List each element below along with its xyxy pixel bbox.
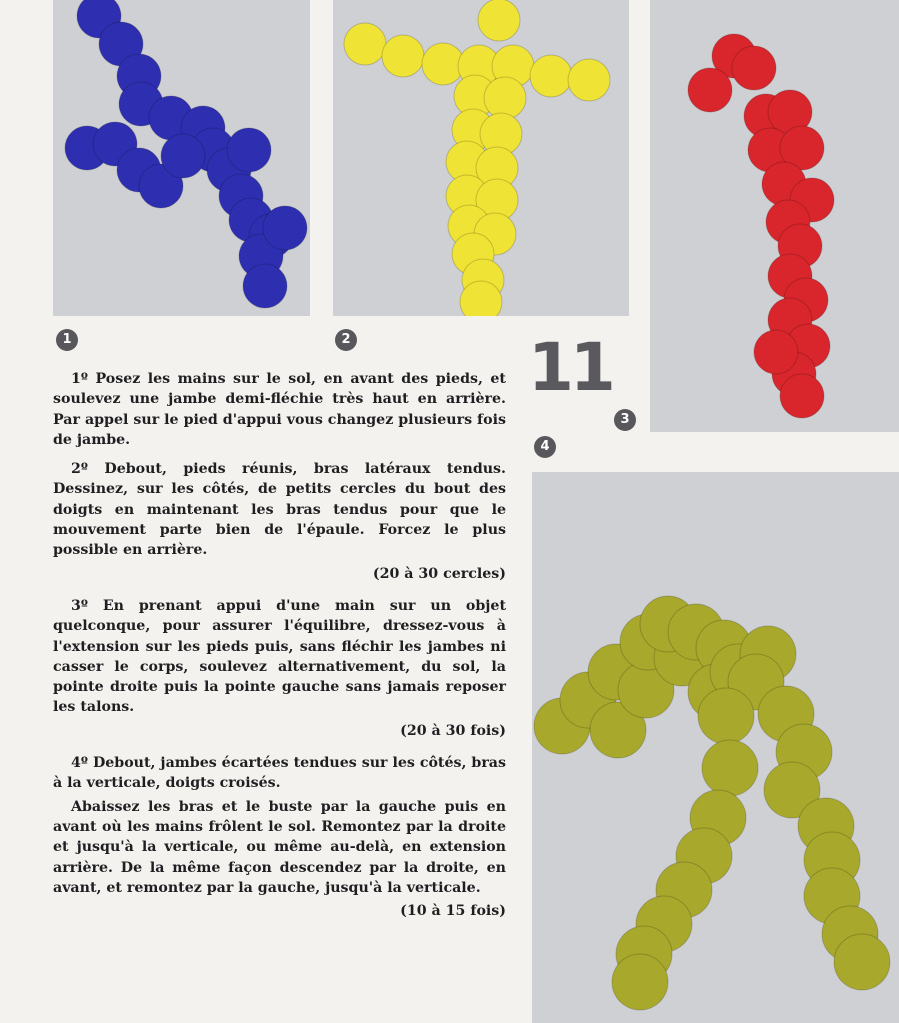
disc xyxy=(478,0,520,41)
disc xyxy=(382,35,424,77)
exercise-1 xyxy=(53,369,506,450)
disc xyxy=(227,128,271,172)
figure-2-disc-figure xyxy=(333,0,629,316)
figure-3-disc-figure xyxy=(650,0,899,432)
exercise-2 xyxy=(53,459,506,584)
figure-3-panel xyxy=(650,0,899,432)
figure-1-panel xyxy=(53,0,310,316)
disc xyxy=(161,134,205,178)
exercise-3-text: 3º En prenant appui d'une main sur un objet quelconque, pour assurer l'équilibre, dressez-vous à l'extension sur les pieds puis, sans fléchir les jambes ni casser le corps, soulevez alternativement, du sol, la pointe droite puis la pointe gauche sans jamais reposer les talons. xyxy=(53,597,506,716)
disc xyxy=(530,55,572,97)
figure-3-number: 3 xyxy=(614,409,636,431)
figure-1-disc-figure xyxy=(53,0,310,316)
exercise-3-count: (20 à 30 fois) xyxy=(400,722,506,739)
figure-4-number: 4 xyxy=(534,436,556,458)
disc xyxy=(344,23,386,65)
page-number: 11 xyxy=(528,329,612,406)
disc xyxy=(780,374,824,418)
disc xyxy=(834,934,890,990)
exercise-2-count: (20 à 30 cercles) xyxy=(372,565,506,582)
exercise-3 xyxy=(53,596,506,741)
exercise-text xyxy=(53,369,506,921)
disc xyxy=(568,59,610,101)
exercise-4-text: 4º Debout, jambes écartées tendues sur les côtés, bras à la verticale, doigts croisés. xyxy=(53,755,506,792)
disc xyxy=(263,206,307,250)
exercise-4-count: (10 à 15 fois) xyxy=(400,903,506,920)
disc xyxy=(698,688,754,744)
figure-1-number: 1 xyxy=(56,329,78,351)
exercise-4 xyxy=(53,753,506,921)
disc xyxy=(702,740,758,796)
exercise-2-text: 2º Debout, pieds réunis, bras latéraux tendus. Dessinez, sur les côtés, de petits cercles du bout des doigts en maintenant les bras tendus pour que le mouvement parte bien de l'épaule. Forcez le plus possible en arrière. xyxy=(53,461,506,559)
figure-4-disc-figure xyxy=(532,472,899,1023)
disc xyxy=(612,954,668,1010)
exercise-1-text: 1º Posez les mains sur le sol, en avant des pieds, et soulevez une jambe demi-fléchie très haut en arrière. Par appel sur le pied d'appui vous changez plusieurs fois de jambe. xyxy=(53,371,506,448)
figure-2-panel xyxy=(333,0,629,316)
exercise-4-text-continued: Abaissez les bras et le buste par la gauche puis en avant où les mains frôlent le sol. Remontez par la droite et jusqu'à la verticale, ou même au-delà, en extension arrière. De la même façon descendez par la droite, en avant, et remontez par la gauche, jusqu'à la verticale. xyxy=(53,798,506,896)
figure-2-number: 2 xyxy=(335,329,357,351)
disc xyxy=(243,264,287,308)
disc xyxy=(754,330,798,374)
figure-4-panel xyxy=(532,472,899,1023)
disc xyxy=(732,46,776,90)
disc xyxy=(484,77,526,119)
disc xyxy=(688,68,732,112)
